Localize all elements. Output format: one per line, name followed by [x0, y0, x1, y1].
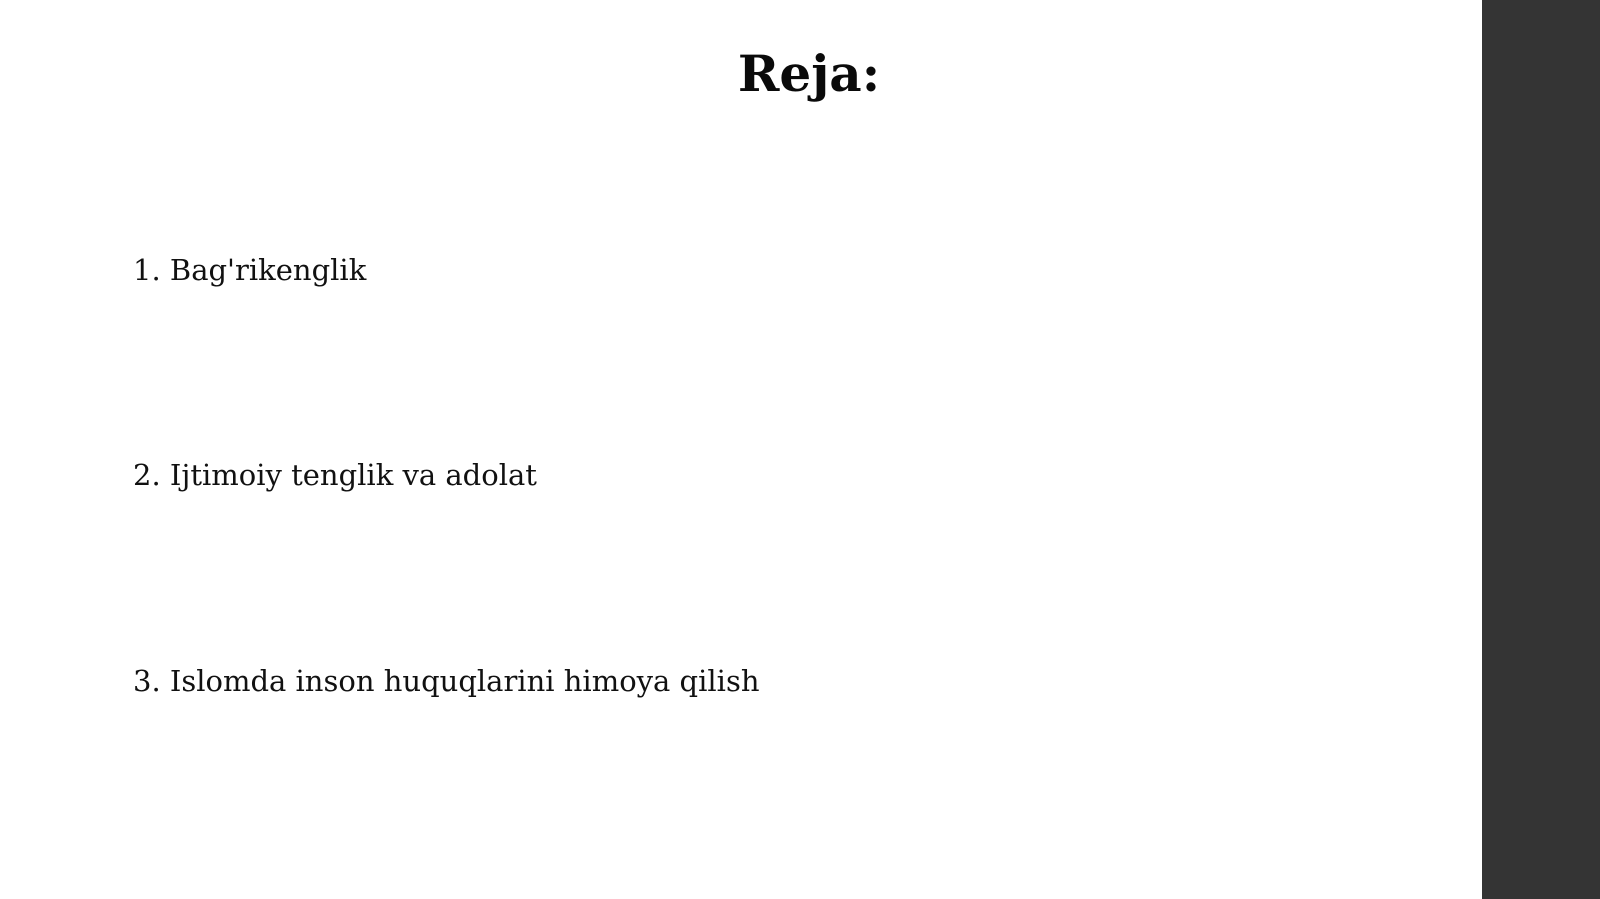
plan-item-1: 1. Bag'rikenglik — [133, 253, 367, 287]
side-bar — [1482, 0, 1600, 899]
slide-title: Reja: — [737, 44, 881, 103]
plan-item-3: 3. Islomda inson huquqlarini himoya qilish — [133, 664, 760, 698]
plan-item-2: 2. Ijtimoiy tenglik va adolat — [133, 458, 537, 492]
